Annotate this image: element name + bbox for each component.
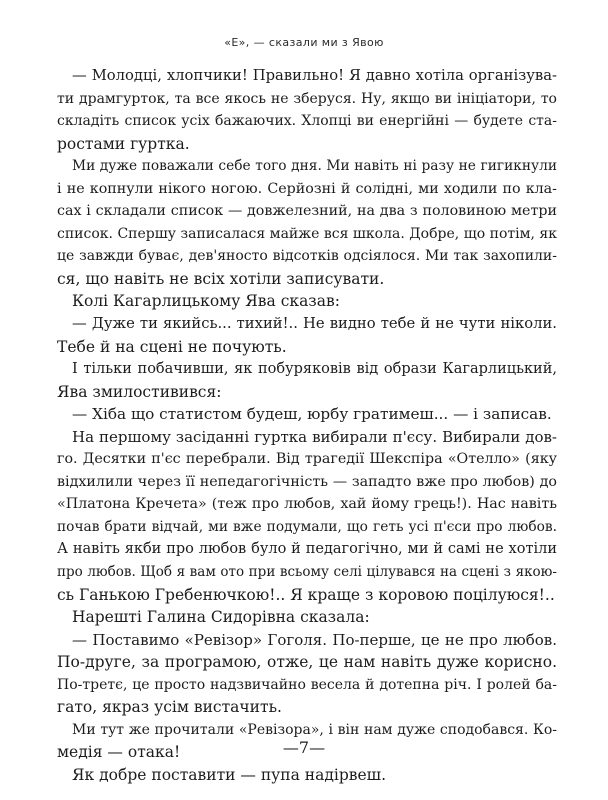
running-header: «Е», — сказали ми з Явою <box>224 36 384 49</box>
text-line: ти драмгурток, та все якось не зберуся. Ну, якщо ви ініціатори, то <box>57 90 557 107</box>
text-line: почав брати відчай, ми вже подумали, що геть усі п'єси про любов. <box>57 518 557 535</box>
text-line: і не копнули нікого ногою. Серйозні й солідні, ми ходили по кла- <box>57 180 557 197</box>
text-line: ся, що навіть не всіх хотіли записувати. <box>57 269 385 288</box>
text-line: про любов. Щоб я вам ото при всьому селі цілувався на сцені з якою- <box>57 564 557 581</box>
text-line: По-друге, за програмою, отже, це нам навіть дуже корисно. <box>57 653 557 672</box>
text-line: Ми тут же прочитали «Ревізора», і він нам дуже сподобався. Ко- <box>72 721 557 738</box>
page-number: —7— <box>282 738 326 757</box>
text-line: «Платона Кречета» (теж про любов, хай йому грець!). Нас навіть <box>57 496 557 513</box>
text-line: ростами гуртка. <box>57 134 190 153</box>
text-line: Ми дуже поважали себе того дня. Ми навіть ні разу не гигикнули <box>72 158 557 175</box>
text-line: відхилили через її непедагогічність — западто вже про любов) до <box>57 473 557 490</box>
text-line: гато, якраз усім вистачить. <box>57 698 282 717</box>
text-line: На першому засіданні гуртка вибирали п'єсу. Вибирали дов- <box>72 427 557 446</box>
text-line: — Поставимо «Ревізор» Гоголя. По-перше, це не про любов. <box>72 630 557 649</box>
text-line: А навіть якби про любов було й педагогічно, ми й самі не хотіли <box>57 541 557 558</box>
text-line: — Хіба що статистом будеш, юрбу гратимеш... — і записав. <box>72 405 552 424</box>
text-line: складіть список усіх бажаючих. Хлопці ви енергійні — будете ста- <box>57 113 557 130</box>
text-line: список. Спершу записалася майже вся школа. Добре, що потім, як <box>57 225 557 242</box>
text-line: сах і складали список — довжелезний, на два з половиною метри <box>57 203 557 220</box>
text-line: Ява змилостивився: <box>57 382 222 401</box>
text-line: це завжди буває, дев'яносто відсотків одсіялося. Ми так захопили- <box>57 248 557 265</box>
text-line: По-третє, це просто надзвичайно весела й дотепна річ. І ролей ба- <box>57 676 557 693</box>
text-line: Тебе й на сцені не почують. <box>57 337 287 356</box>
text-line: го. Десятки п'єс перебрали. Від трагедії Шекспіра «Отелло» (яку <box>57 451 557 468</box>
text-line: сь Ганькою Гребенючкою!.. Я краще з коровою поцілуюся!.. <box>57 585 555 604</box>
text-line: — Молодці, хлопчики! Правильно! Я давно хотіла організува- <box>72 67 557 84</box>
body-text <box>57 65 557 787</box>
text-line: Як добре поставити — пупа надірвеш. <box>72 765 387 784</box>
text-line: Нарешті Галина Сидорівна сказала: <box>72 608 370 627</box>
text-line: І тільки побачивши, як побуряковів від образи Кагарлицький, <box>72 361 557 378</box>
text-line: медія — отака! <box>57 743 181 762</box>
text-line: — Дуже ти якийсь... тихий!.. Не видно тебе й не чути ніколи. <box>72 315 557 333</box>
text-line: Колі Кагарлицькому Ява сказав: <box>72 292 340 311</box>
